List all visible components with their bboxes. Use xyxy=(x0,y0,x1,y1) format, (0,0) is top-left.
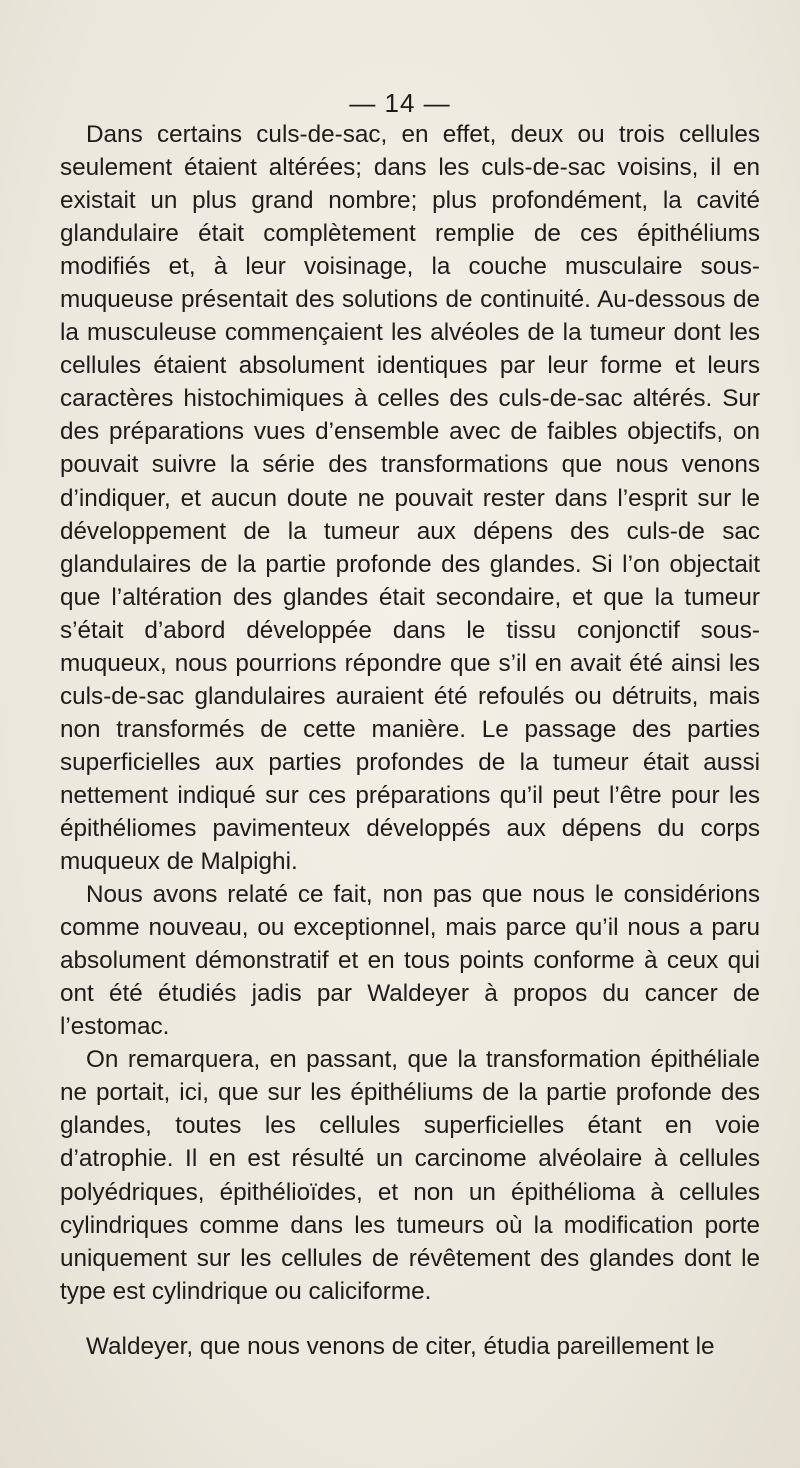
paragraph-1: Dans certains culs-de-sac, en effet, deux ou trois cellules seulement étaient altérées; dans les culs-de-sac voisins, il en existait un plus grand nombre; plus profondément, la cavité glandulaire était complètement remplie de ces épithéliums modifiés et, à leur voisinage, la couche musculaire sous-muqueuse présentait des solutions de continuité. Au-dessous de la musculeuse commençaient les alvéoles de la tumeur dont les cellules étaient absolument identiques par leur forme et leurs caractères histochimiques à celles des culs-de-sac altérés. Sur des préparations vues d’ensemble avec de faibles objectifs, on pouvait suivre la série des transformations que nous venons d’indiquer, et aucun doute ne pouvait rester dans l’esprit sur le développement de la tumeur aux dépens des culs-de sac glandulaires de la partie profonde des glandes. Si l’on objectait que l’altération des glandes était secondaire, et que la tumeur s’était d’abord développée dans le tissu conjonctif sous-muqueux, nous pourrions répondre que s’il en avait été ainsi les culs-de-sac glandulaires auraient été refoulés ou détruits, mais non transformés de cette manière. Le passage des parties superficielles aux parties profondes de la tumeur était aussi nettement indiqué sur ces préparations qu’il peut l’être pour les épithéliomes pavimenteux développés aux dépens du corps muqueux de Malpighi. xyxy=(60,121,760,876)
paragraph-3: On remarquera, en passant, que la transformation épithéliale ne portait, ici, que sur les épithéliums de la partie profonde des glandes, toutes les cellules superficielles étant en voie d’atrophie. Il en est résulté un carcinome alvéolaire à cellules polyédriques, épithélioïdes, et non un épithélioma à cellules cylindriques comme dans les tumeurs où la modification porte uniquement sur les cellules de révêtement des glandes dont le type est cylindrique ou caliciforme. xyxy=(60,1046,760,1305)
paragraph-4: Waldeyer, que nous venons de citer, étudia pareillement le xyxy=(86,1332,715,1360)
page-body xyxy=(60,118,760,1363)
page-number: — 14 — xyxy=(349,88,451,118)
paragraph-2: Nous avons relaté ce fait, non pas que nous le considérions comme nouveau, ou exceptionnel, mais parce qu’il nous a paru absolument démonstratif et en tous points conforme à ceux qui ont été étudiés jadis par Waldeyer à propos du cancer de l’estomac. xyxy=(60,881,760,1041)
